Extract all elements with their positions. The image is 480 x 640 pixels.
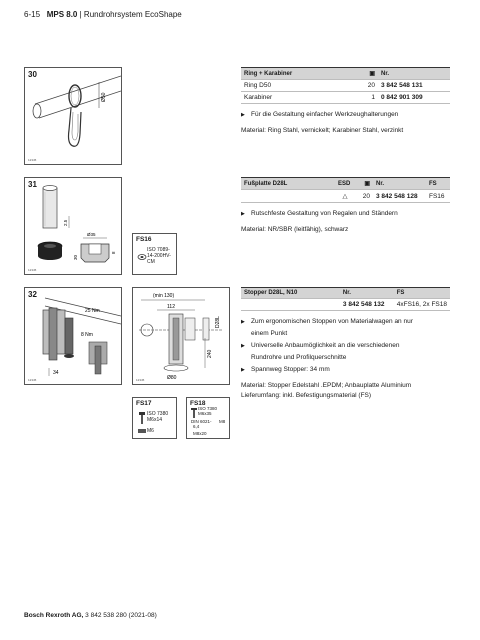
spec-30 bbox=[241, 67, 450, 136]
figure-32-photo bbox=[24, 287, 122, 385]
table-header: Ring + Karabiner bbox=[241, 68, 356, 80]
spec-31 bbox=[241, 177, 450, 235]
product-name: MPS 8.0 bbox=[46, 10, 78, 19]
list-item-continuation: Rundrohre und Profilquerschnitte bbox=[251, 354, 347, 361]
list-item: ▶ Spannweg Stopper: 34 mm bbox=[241, 365, 450, 375]
feature-list bbox=[241, 209, 450, 219]
fs16-spec-line: ISO 7089- bbox=[147, 247, 170, 253]
figure-number: 32 bbox=[28, 290, 37, 299]
figure-number: 30 bbox=[28, 70, 37, 79]
spec-table-32 bbox=[241, 287, 450, 311]
material-text: Material: NR/SBR (leitfähig), schwarz bbox=[241, 226, 349, 233]
table-header: FS bbox=[426, 178, 450, 190]
figure-31 bbox=[24, 177, 122, 275]
fs17-spec-line: M6x14 bbox=[147, 417, 163, 423]
spec-table-30 bbox=[241, 67, 450, 104]
page-footer bbox=[24, 612, 157, 619]
figure-30 bbox=[24, 67, 122, 165]
dim-label: (min 130) bbox=[153, 293, 175, 299]
table-header: Nr. bbox=[378, 68, 450, 80]
stopper-assembly-drawing bbox=[25, 288, 122, 385]
figure-code: 12345 bbox=[28, 268, 37, 272]
dim-label: 2.5 bbox=[63, 219, 68, 226]
fs18-spec-line: M8 bbox=[219, 419, 226, 424]
screw-icon bbox=[190, 408, 198, 418]
fs18-spec-line: ISO 7380 bbox=[198, 406, 218, 411]
fs17-spec-line: M6 bbox=[147, 428, 154, 434]
dim-label: 30 bbox=[73, 254, 78, 260]
footer-doc-number: 3 842 538 280 (2021-08) bbox=[85, 612, 157, 619]
footer-company: Bosch Rexroth AG, bbox=[24, 612, 84, 619]
fs16-spec-line: 14-200HV- bbox=[147, 253, 171, 259]
page-header bbox=[24, 10, 182, 19]
torque-label: 8 Nm bbox=[81, 332, 93, 338]
nut-icon bbox=[137, 428, 147, 434]
table-header: Nr. bbox=[340, 288, 394, 299]
list-item: ▶ Rutschfeste Gestaltung von Regalen und Ständern bbox=[241, 209, 450, 219]
fs18-title: FS18 bbox=[190, 400, 206, 407]
list-item-continuation: einem Punkt bbox=[251, 330, 288, 337]
list-item: ▶ Für die Gestaltung einfacher Werkzeughalterungen bbox=[241, 110, 450, 120]
fs16-title: FS16 bbox=[136, 236, 152, 243]
dim-label: 240 bbox=[207, 349, 213, 358]
esd-icon: △ bbox=[335, 190, 355, 203]
pack-qty-icon: ▣ bbox=[356, 68, 378, 80]
feature-list bbox=[241, 110, 450, 120]
spec-table-31 bbox=[241, 177, 450, 203]
table-row: Ring D50 20 3 842 548 131 bbox=[241, 80, 450, 92]
list-item: ▶ Zum ergonomischen Stoppen von Materialwagen an nur bbox=[241, 317, 450, 327]
fs17-spec-line: ISO 7380 bbox=[147, 411, 169, 417]
fs18-spec-line: 6,4 bbox=[193, 424, 200, 429]
header-subtitle: Rundrohrsystem EcoShape bbox=[83, 10, 182, 19]
table-header: FS bbox=[394, 288, 450, 299]
feature-list bbox=[241, 317, 450, 375]
spec-32 bbox=[241, 287, 450, 401]
dim-label: 112 bbox=[167, 304, 175, 310]
foot-plate-drawing bbox=[25, 178, 122, 275]
table-header: Stopper D28L, N10 bbox=[241, 288, 340, 299]
figure-number: 31 bbox=[28, 180, 37, 189]
table-header: Nr. bbox=[373, 178, 426, 190]
dim-label: Ø80 bbox=[167, 375, 177, 381]
diameter-label: Ø50 bbox=[101, 92, 107, 102]
list-item: ▶ Universelle Anbaumöglichkeit an die verschiedenen bbox=[241, 341, 450, 351]
dim-label: 8 bbox=[111, 251, 116, 254]
torque-label: 25 Nm bbox=[85, 308, 100, 314]
figure-code: 12345 bbox=[136, 378, 145, 382]
fs18-spec-line: M8x20 bbox=[193, 431, 207, 436]
material-text: Material: Ring Stahl, vernickelt; Karabiner Stahl, verzinkt bbox=[241, 127, 404, 134]
dim-label: D28L bbox=[215, 316, 221, 328]
dim-label: Ø35 bbox=[87, 232, 96, 237]
fs18-spec-line: DIN 6021- bbox=[191, 419, 212, 424]
table-header: Fußplatte D28L bbox=[241, 178, 335, 190]
fs17-title: FS17 bbox=[136, 400, 152, 407]
header-separator: | bbox=[79, 10, 82, 19]
figure-code: 12345 bbox=[28, 158, 37, 162]
table-row: 3 842 548 132 4xFS16, 2x FS18 bbox=[241, 299, 450, 311]
ring-carabiner-drawing bbox=[25, 68, 122, 165]
figure-32-drawing bbox=[132, 287, 230, 385]
table-row: Karabiner 1 0 842 901 309 bbox=[241, 92, 450, 104]
page-number: 6-15 bbox=[24, 10, 41, 19]
washer-icon bbox=[137, 250, 147, 264]
fs16-box bbox=[132, 233, 177, 275]
scope-text: Lieferumfang: inkl. Befestigungsmaterial (FS) bbox=[241, 392, 372, 399]
table-row: △ 20 3 842 548 128 FS16 bbox=[241, 190, 450, 203]
dim-label: 34 bbox=[53, 370, 59, 376]
fs16-spec-line: CM bbox=[147, 259, 155, 265]
fs18-box bbox=[186, 397, 230, 439]
pack-qty-icon: ▣ bbox=[355, 178, 373, 190]
screw-icon bbox=[137, 411, 147, 425]
stopper-tech-drawing bbox=[133, 288, 230, 385]
table-header: ESD bbox=[335, 178, 355, 190]
figure-code: 12345 bbox=[28, 378, 37, 382]
material-text: Material: Stopper Edelstahl .EPDM; Anbauplatte Aluminium bbox=[241, 382, 412, 389]
fs18-spec-line: M6x35 bbox=[198, 411, 212, 416]
fs17-box bbox=[132, 397, 177, 439]
